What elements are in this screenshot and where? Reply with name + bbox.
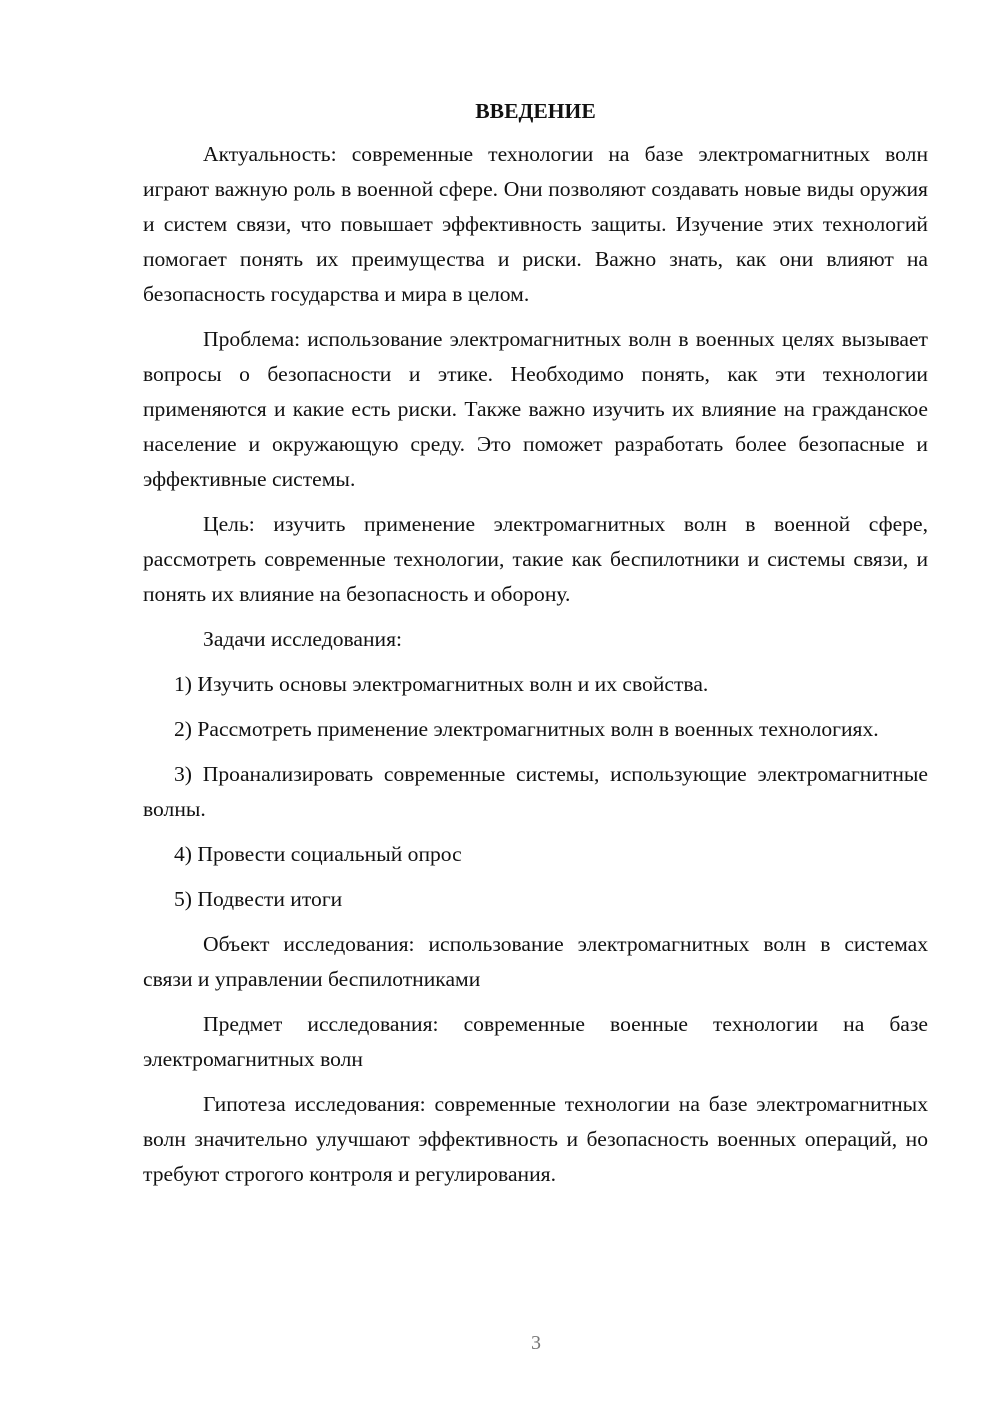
task-item-5: 5) Подвести итоги [174, 887, 343, 911]
task-item-1: 1) Изучить основы электромагнитных волн и их свойства. [174, 672, 709, 696]
task-item-4: 4) Провести социальный опрос [174, 842, 462, 866]
paragraph-problem: Проблема: использование электромагнитных волн в военных целях вызывает вопросы о безопасности и этике. Необходимо понять, как эти технологии применяются и какие есть риски. Также важно изучить их влияние на гражданское население и окружающую среду. Это поможет разработать более безопасные и эффективные системы. [143, 327, 928, 491]
section-title: ВВЕДЕНИЕ [475, 99, 596, 123]
page-number: 3 [531, 1332, 541, 1354]
paragraph-goal: Цель: изучить применение электромагнитных волн в военной сфере, рассмотреть современные технологии, такие как беспилотники и системы связи, и понять их влияние на безопасность и оборону. [143, 512, 928, 606]
paragraph-object: Объект исследования: использование электромагнитных волн в системах связи и управлении беспилотниками [143, 932, 928, 991]
task-item-3: 3) Проанализировать современные системы, использующие электромагнитные волны. [143, 762, 928, 821]
document-page [143, 96, 928, 1202]
task-item-2: 2) Рассмотреть применение электромагнитных волн в военных технологиях. [174, 717, 879, 741]
paragraph-tasks-heading: Задачи исследования: [203, 627, 403, 651]
paragraph-subject: Предмет исследования: современные военные технологии на базе электромагнитных волн [143, 1012, 928, 1071]
paragraph-relevance: Актуальность: современные технологии на базе электромагнитных волн играют важную роль в военной сфере. Они позволяют создавать новые виды оружия и систем связи, что повышает эффективность защиты. Изучение этих технологий помогает понять их преимущества и риски. Важно знать, как они влияют на безопасность государства и мира в целом. [143, 142, 928, 306]
paragraph-hypothesis: Гипотеза исследования: современные технологии на базе электромагнитных волн значительно улучшают эффективность и безопасность военных операций, но требуют строгого контроля и регулирования. [143, 1092, 928, 1186]
